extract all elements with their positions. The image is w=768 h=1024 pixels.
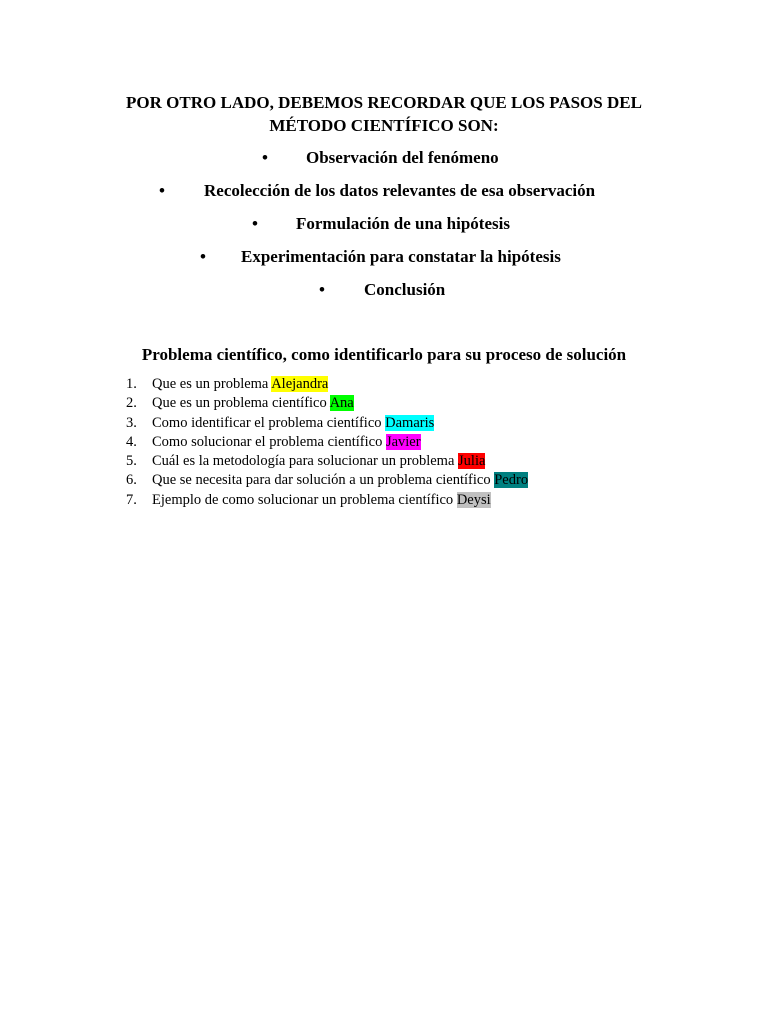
topic-text: Que es un problema: [152, 376, 272, 392]
assignee-highlight: Julia: [458, 453, 486, 470]
step-item: [0, 278, 768, 311]
list-item-text: [152, 375, 328, 394]
list-number: 2.: [126, 395, 137, 412]
list-item-text: [152, 491, 491, 510]
topic-text: Que es un problema científico: [152, 395, 330, 412]
assignee-highlight: Alejandra: [271, 376, 329, 392]
topic-text: Cuál es la metodología para solucionar un problema: [152, 453, 459, 470]
bullet-marker: •: [200, 247, 206, 266]
step-text: Observación del fenómeno: [306, 148, 499, 167]
assignee-highlight: Damaris: [385, 414, 435, 431]
bullet-marker: •: [262, 148, 268, 167]
assignee-highlight: Javier: [385, 433, 421, 450]
assignee-highlight: Deysi: [456, 491, 491, 508]
heading-line-1: POR OTRO LADO, DEBEMOS RECORDAR QUE LOS PASOS DEL: [126, 93, 642, 112]
step-text: Formulación de una hipótesis: [296, 214, 510, 233]
step-text: Experimentación para constatar la hipótesis: [241, 247, 561, 266]
bullet-marker: •: [319, 280, 325, 299]
section-heading: [100, 91, 668, 137]
list-item: [0, 394, 768, 413]
list-item-text: [152, 433, 421, 452]
list-item: [0, 414, 768, 433]
list-item: [0, 375, 768, 394]
step-item: [0, 212, 768, 245]
topic-text: Como identificar el problema científico: [152, 414, 386, 431]
list-number: 3.: [126, 414, 137, 431]
step-item: [0, 146, 768, 179]
list-number: 5.: [126, 453, 137, 470]
step-item: [0, 245, 768, 278]
list-number: 6.: [126, 472, 137, 489]
topic-text: Como solucionar el problema científico: [152, 433, 386, 450]
list-item: [0, 433, 768, 452]
list-item-text: [152, 394, 354, 413]
topic-text: Ejemplo de como solucionar un problema científico: [152, 491, 457, 508]
topics-list: [0, 375, 768, 510]
list-item-text: [152, 471, 528, 490]
list-number: 7.: [126, 491, 137, 508]
list-number: 4.: [126, 433, 137, 450]
topic-text: Que se necesita para dar solución a un problema científico: [152, 472, 495, 489]
heading-line-2: MÉTODO CIENTÍFICO SON:: [269, 116, 499, 135]
list-item-text: [152, 414, 434, 433]
list-item-text: [152, 452, 485, 471]
list-item: [0, 491, 768, 510]
assignee-highlight: Pedro: [494, 472, 529, 489]
bullet-marker: •: [159, 181, 165, 200]
step-item: [0, 179, 768, 212]
subsection-heading: Problema científico, como identificarlo para su proceso de solución: [141, 345, 627, 364]
list-item: [0, 452, 768, 471]
bullet-marker: •: [252, 214, 258, 233]
step-text: Conclusión: [364, 280, 446, 299]
list-number: 1.: [126, 376, 137, 392]
list-item: [0, 471, 768, 490]
assignee-highlight: Ana: [329, 395, 354, 412]
method-steps-list: [0, 146, 768, 311]
step-text: Recolección de los datos relevantes de esa observación: [204, 181, 596, 200]
